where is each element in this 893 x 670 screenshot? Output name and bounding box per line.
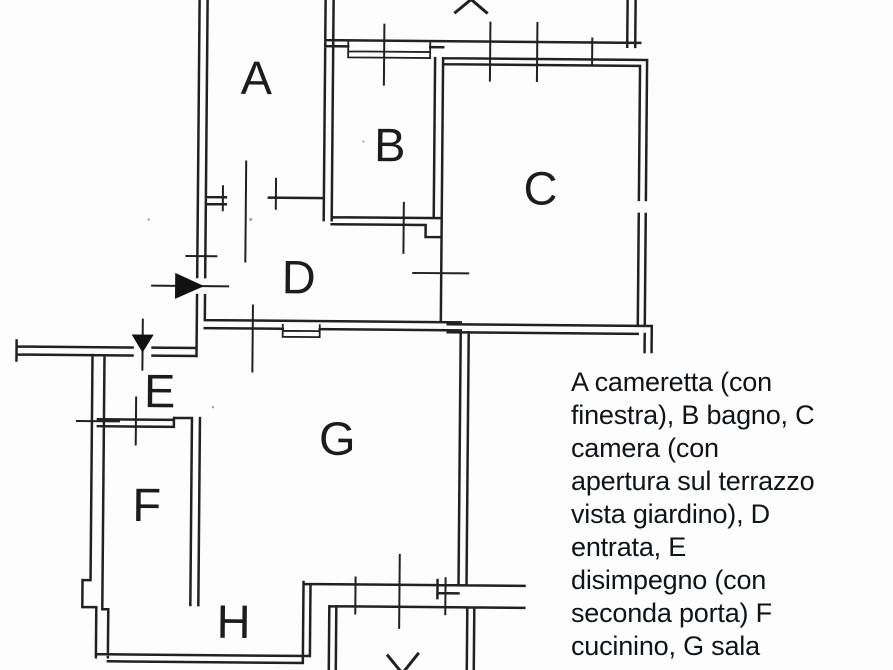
x-mark-top-icon: [456, 0, 487, 13]
room-label-c: C: [523, 161, 559, 215]
room-label-g: G: [318, 411, 357, 465]
legend-line: finestra), B bagno, C: [571, 400, 815, 430]
legend-line: disimpegno (con: [571, 565, 767, 595]
legend-line: apertura sul terrazzo: [571, 466, 815, 496]
room-legend-text: [571, 366, 891, 663]
room-label-d: D: [281, 250, 317, 304]
room-label-h: H: [216, 594, 252, 649]
legend-line: A cameretta (con: [571, 367, 772, 397]
room-label-b: B: [373, 118, 407, 172]
room-label-a: A: [240, 50, 274, 105]
legend-line: seconda porta) F: [571, 598, 772, 628]
legend-line: cucinino, G sala: [571, 631, 760, 661]
x-mark-terrace-icon: [388, 654, 418, 670]
room-label-e: E: [143, 364, 177, 418]
legend-line: camera (con: [571, 433, 719, 463]
legend-line: vista giardino), D: [571, 499, 770, 529]
entrance-arrow-icon: [175, 273, 204, 299]
floorplan-walls: [14, 0, 655, 670]
legend-line: entrata, E: [571, 532, 687, 562]
second-door-arrow-icon: [132, 334, 154, 352]
room-label-f: F: [132, 477, 163, 532]
